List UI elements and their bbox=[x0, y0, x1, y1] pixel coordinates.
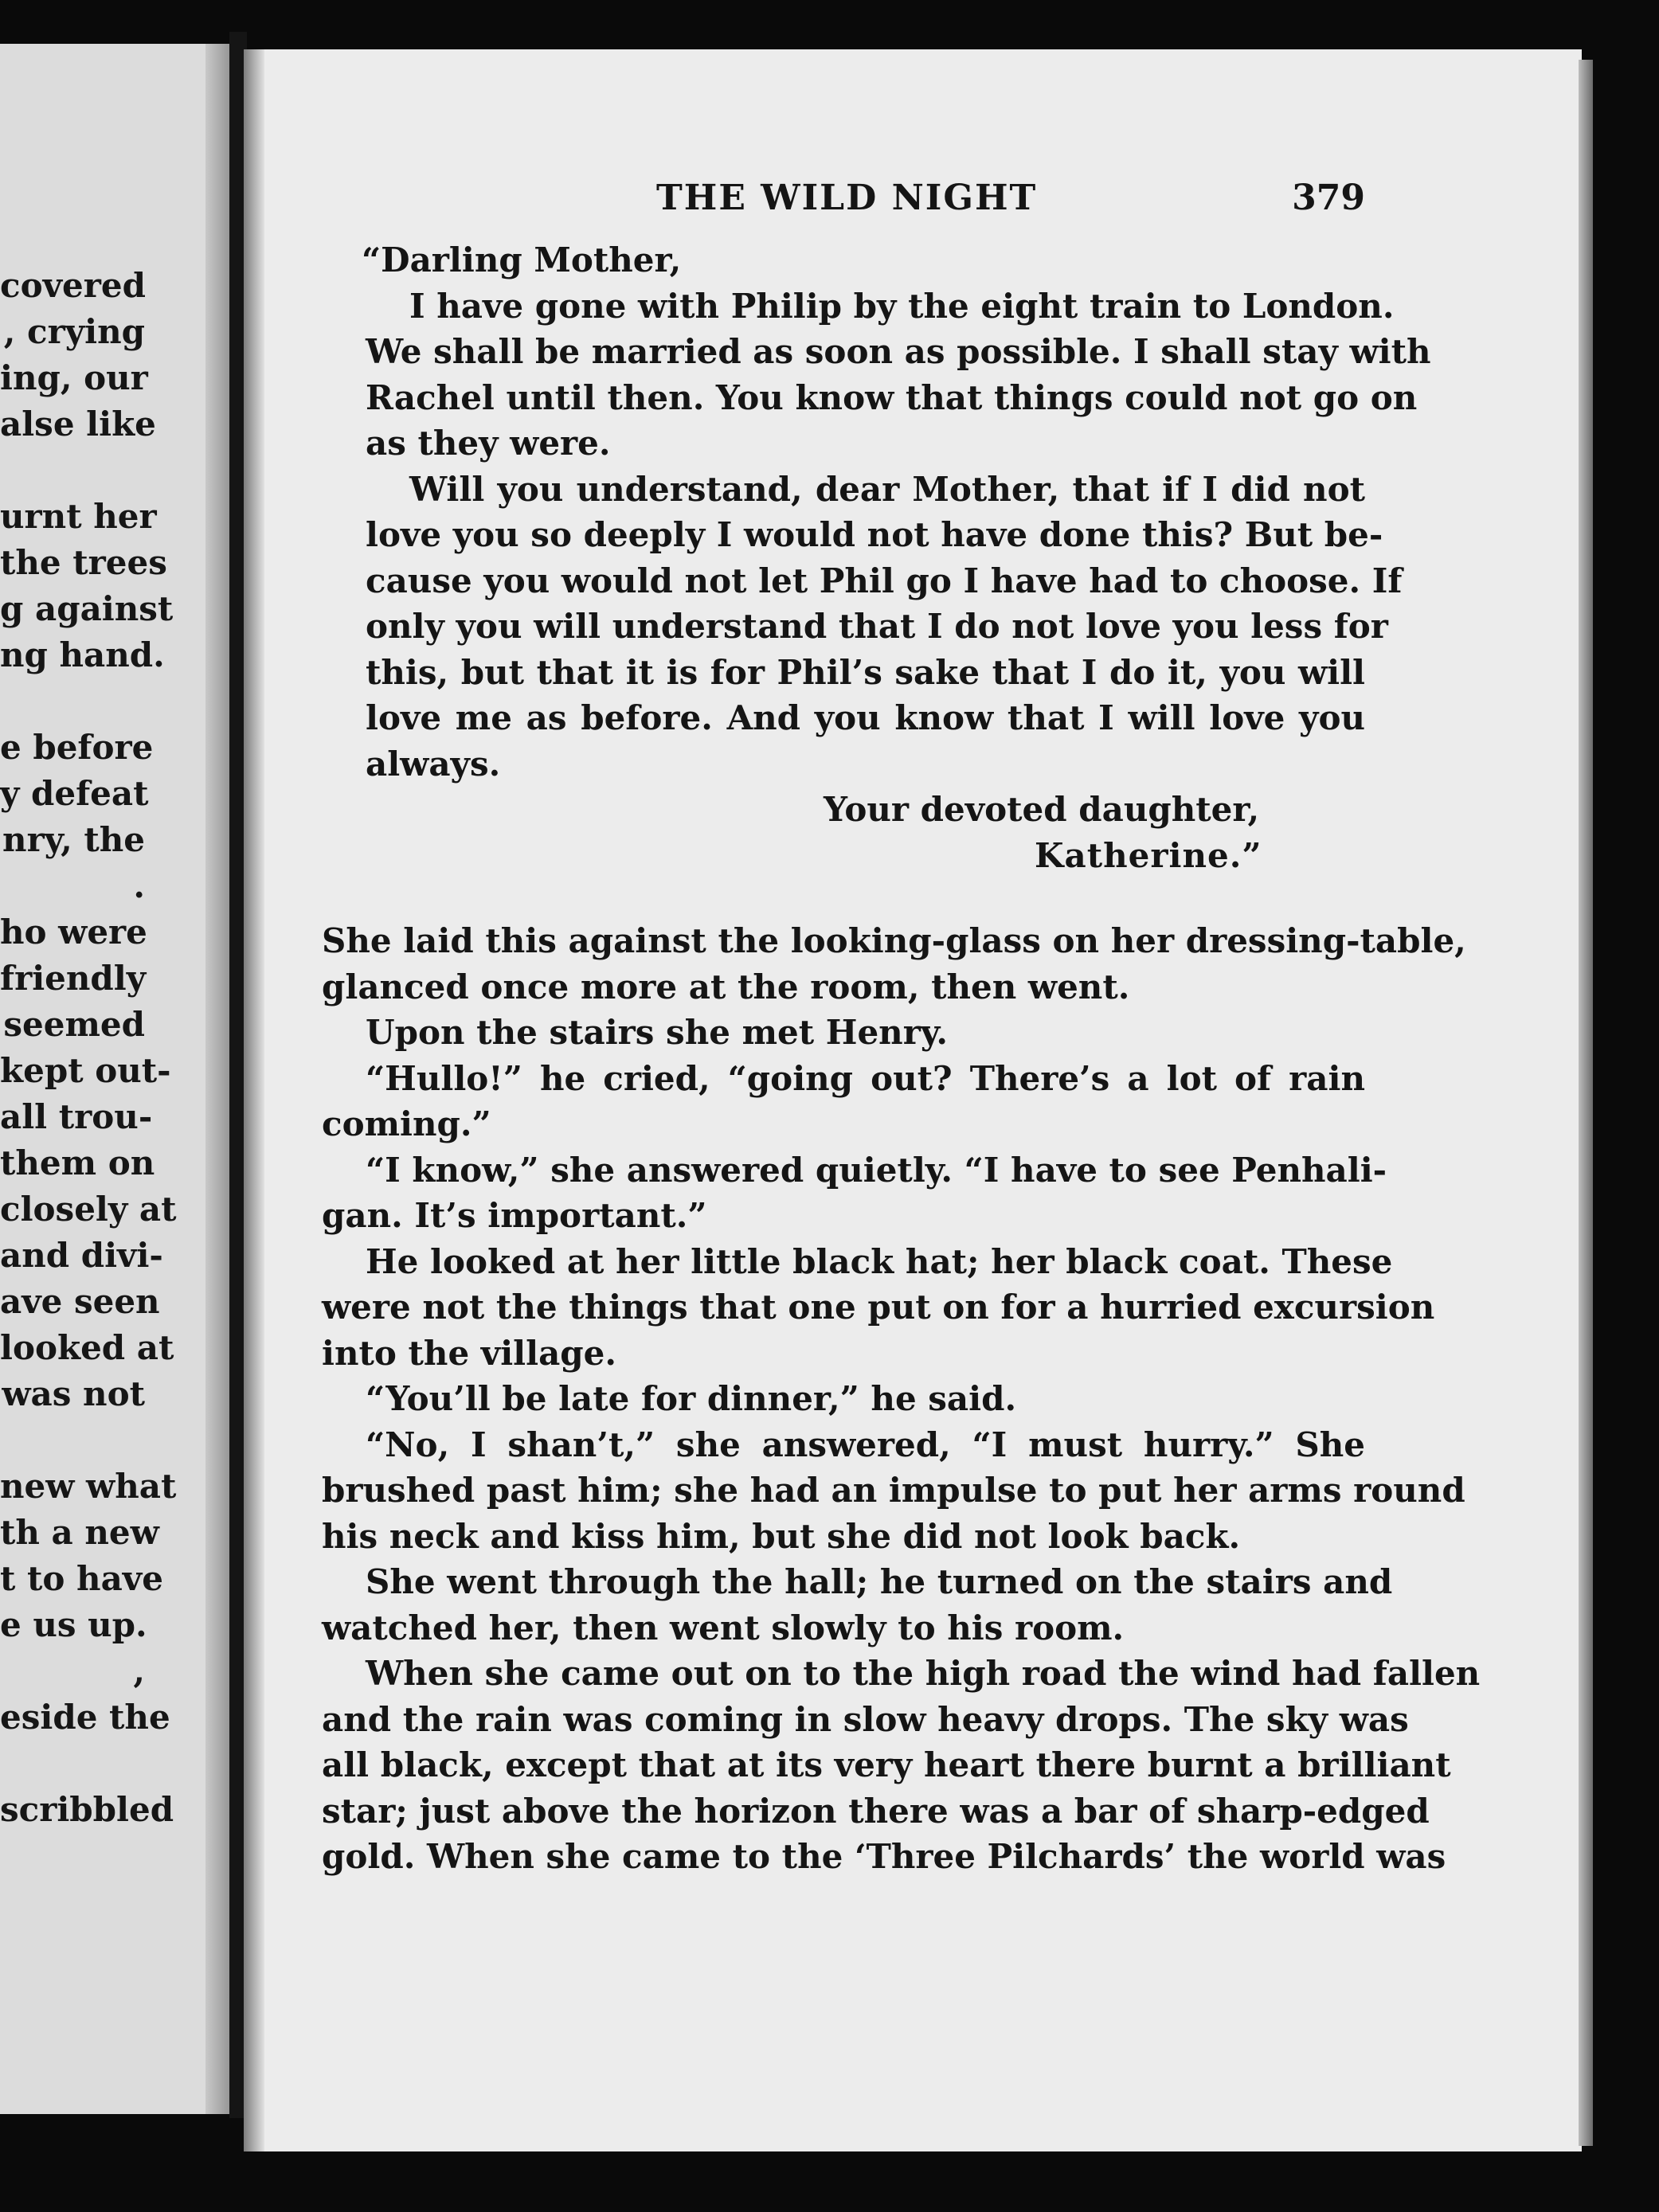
letter-line: Rachel until then. You know that things could not go on bbox=[366, 377, 1418, 417]
letter-line: love me as before. And you know that I will love you bbox=[366, 698, 1365, 737]
page-header bbox=[322, 175, 1365, 237]
narrative-line: coming.” bbox=[322, 1104, 491, 1143]
left-line: closely at bbox=[0, 1190, 177, 1229]
left-line: , crying bbox=[3, 312, 145, 351]
narrative-line: star; just above the horizon there was a bar of sharp-edged bbox=[322, 1791, 1430, 1831]
left-line: ng hand. bbox=[0, 635, 165, 674]
letter-line: always. bbox=[366, 744, 501, 784]
left-line: new what bbox=[0, 1467, 177, 1506]
left-line: the trees bbox=[0, 543, 167, 582]
letter-signature: Katherine.” bbox=[1035, 835, 1262, 875]
letter-line: love you so deeply I would not have done this? But be- bbox=[366, 515, 1383, 554]
letter-line: cause you would not let Phil go I have had to choose. If bbox=[366, 561, 1403, 600]
left-line: eside the bbox=[0, 1698, 170, 1737]
left-line: nry, the bbox=[2, 820, 145, 859]
narrative-line: She laid this against the looking-glass on her dressing-table, bbox=[322, 921, 1466, 960]
narrative-line: “No, I shan’t,” she answered, “I must hurry.” She bbox=[366, 1425, 1365, 1464]
narrative-line: When she came out on to the high road the wind had fallen bbox=[366, 1654, 1481, 1693]
narrative-line: Upon the stairs she met Henry. bbox=[366, 1013, 949, 1052]
left-line: ing, our bbox=[0, 358, 148, 397]
left-gap bbox=[0, 678, 145, 725]
narrative-line: were not the things that one put on for a hurried excursion bbox=[322, 1288, 1435, 1327]
left-line: th a new bbox=[0, 1513, 159, 1552]
left-line: covered bbox=[0, 266, 146, 305]
left-line: e us up. bbox=[0, 1605, 147, 1644]
left-line: looked at bbox=[0, 1328, 174, 1367]
narrative-line: gan. It’s important.” bbox=[322, 1196, 707, 1235]
left-line: and divi- bbox=[0, 1236, 163, 1275]
page-text bbox=[322, 175, 1481, 1880]
narrative-line: into the village. bbox=[322, 1333, 617, 1373]
left-gap bbox=[0, 1741, 145, 1787]
letter-line: this, but that it is for Phil’s sake that I do it, you will bbox=[366, 652, 1365, 692]
left-line: , bbox=[133, 1651, 145, 1690]
page-number: 379 bbox=[1292, 178, 1365, 218]
left-page-text bbox=[0, 263, 177, 1833]
narrative-line: his neck and kiss him, but she did not look back. bbox=[322, 1516, 1241, 1556]
left-line: friendly bbox=[0, 959, 147, 998]
left-line: seemed bbox=[3, 1005, 145, 1044]
left-line: . bbox=[133, 866, 145, 905]
narrative-line: He looked at her little black hat; her black coat. These bbox=[366, 1241, 1393, 1281]
narrative-line: watched her, then went slowly to his room. bbox=[322, 1608, 1125, 1647]
left-line: all trou- bbox=[0, 1097, 153, 1136]
left-line: ho were bbox=[0, 913, 147, 952]
left-line: t to have bbox=[0, 1559, 163, 1598]
running-head: THE WILD NIGHT bbox=[656, 178, 1038, 218]
left-gap bbox=[0, 447, 145, 494]
left-line: was not bbox=[2, 1374, 145, 1413]
left-line: them on bbox=[0, 1143, 155, 1182]
letter-line: Will you understand, dear Mother, that if I did not bbox=[409, 469, 1365, 509]
left-line: g against bbox=[0, 589, 174, 628]
section-gap bbox=[322, 878, 1365, 918]
left-gap bbox=[0, 1417, 145, 1464]
left-line: alse like bbox=[0, 404, 156, 444]
narrative-line: “Hullo!” he cried, “going out? There’s a lot of rain bbox=[366, 1058, 1365, 1098]
letter-line: I have gone with Philip by the eight train to London. bbox=[409, 286, 1395, 326]
left-line: e before bbox=[0, 728, 154, 767]
letter-line: We shall be married as soon as possible. I shall stay with bbox=[366, 332, 1431, 371]
narrative-line: “I know,” she answered quietly. “I have to see Penhali- bbox=[366, 1150, 1387, 1190]
left-line: urnt her bbox=[0, 497, 157, 536]
narrative-line: brushed past him; she had an impulse to put her arms round bbox=[322, 1471, 1465, 1510]
letter-closing: Your devoted daughter, bbox=[824, 790, 1260, 829]
left-line: scribbled bbox=[0, 1790, 174, 1829]
narrative-line: and the rain was coming in slow heavy drops. The sky was bbox=[322, 1699, 1409, 1739]
narrative-line: gold. When she came to the ‘Three Pilchards’ the world was bbox=[322, 1837, 1446, 1876]
letter-salutation: “Darling Mother, bbox=[362, 240, 682, 279]
right-page-edge bbox=[1579, 60, 1593, 2146]
narrative-line: glanced once more at the room, then went. bbox=[322, 967, 1130, 1006]
letter-line: as they were. bbox=[366, 424, 611, 463]
left-line: kept out- bbox=[0, 1051, 171, 1090]
narrative-line: “You’ll be late for dinner,” he said. bbox=[366, 1379, 1017, 1418]
narrative-line: She went through the hall; he turned on the stairs and bbox=[366, 1562, 1393, 1601]
left-line: ave seen bbox=[0, 1282, 160, 1321]
left-line: y defeat bbox=[0, 774, 149, 813]
letter-line: only you will understand that I do not love you less for bbox=[366, 607, 1388, 646]
narrative-line: all black, except that at its very heart there burnt a brilliant bbox=[322, 1745, 1451, 1784]
